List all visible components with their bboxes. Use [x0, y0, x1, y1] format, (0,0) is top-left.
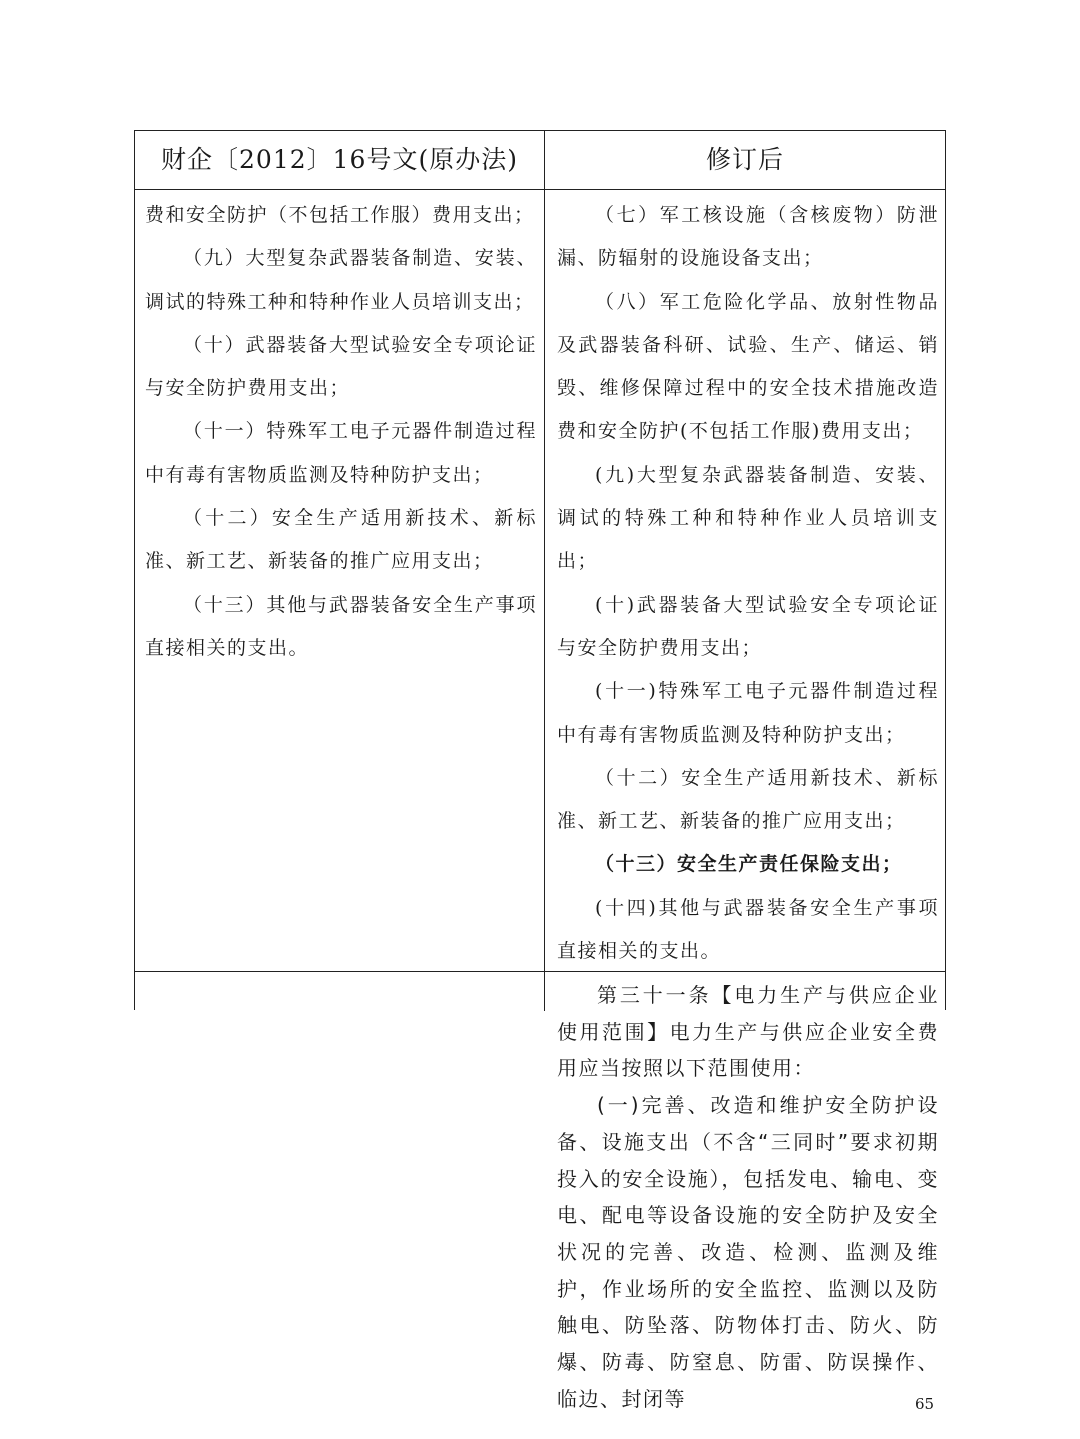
revised-cell-article-31	[557, 977, 939, 1417]
original-paragraph: （十一）特殊军工电子元器件制造过程中有毒有害物质监测及特种防护支出；	[145, 420, 537, 486]
revised-cell	[557, 194, 939, 973]
original-paragraph: （十）武器装备大型试验安全专项论证与安全防护费用支出；	[145, 333, 537, 400]
revised-paragraph-new: （十三）安全生产责任保险支出；	[595, 853, 903, 876]
original-paragraph: （九）大型复杂武器装备制造、安装、调试的特殊工种和特种作业人员培训支出；	[145, 247, 537, 313]
article-31-heading: 第三十一条【电力生产与供应企业使用范围】电力生产与供应企业安全费用应当按照以下范围使用：	[557, 983, 939, 1081]
original-paragraph: 费和安全防护（不包括工作服）费用支出；	[145, 204, 535, 226]
revised-paragraph: （七）军工核设施（含核废物）防泄漏、防辐射的设施设备支出；	[557, 204, 939, 270]
revised-paragraph: (十四)其他与武器装备安全生产事项直接相关的支出。	[557, 896, 939, 963]
revised-paragraph: (九)大型复杂武器装备制造、安装、调试的特殊工种和特种作业人员培训支出；	[557, 463, 939, 573]
article-31-item-1: (一)完善、改造和维护安全防护设备、设施支出（不含“三同时”要求初期投入的安全设施），包括发电、输电、变电、配电等设备设施的安全防护及安全状况的完善、改造、检测、监测及维护，作业场所的安全监控、监测以及防触电、防坠落、防物体打击、防火、防爆、防毒、防窒息、防雷、防误操作、临边、封闭等	[557, 1093, 939, 1411]
revised-paragraph: (十一)特殊军工电子元器件制造过程中有毒有害物质监测及特种防护支出；	[557, 680, 939, 746]
header-revised: 修订后	[705, 145, 784, 174]
header-original: 财企〔2012〕16号文(原办法)	[161, 145, 518, 174]
revised-paragraph: （八）军工危险化学品、放射性物品及武器装备科研、试验、生产、储运、销毁、维修保障过程中的安全技术措施改造费和安全防护(不包括工作服)费用支出；	[557, 290, 939, 443]
original-paragraph: （十三）其他与武器装备安全生产事项直接相关的支出。	[145, 593, 537, 659]
revised-paragraph: (十)武器装备大型试验安全专项论证与安全防护费用支出；	[557, 593, 939, 659]
column-divider	[544, 131, 545, 1011]
original-cell	[145, 194, 537, 670]
revised-paragraph: （十二）安全生产适用新技术、新标准、新工艺、新装备的推广应用支出；	[557, 766, 939, 833]
header-row-line	[135, 189, 945, 190]
original-paragraph: （十二）安全生产适用新技术、新标准、新工艺、新装备的推广应用支出；	[145, 507, 537, 573]
page-number: 65	[915, 1395, 935, 1413]
